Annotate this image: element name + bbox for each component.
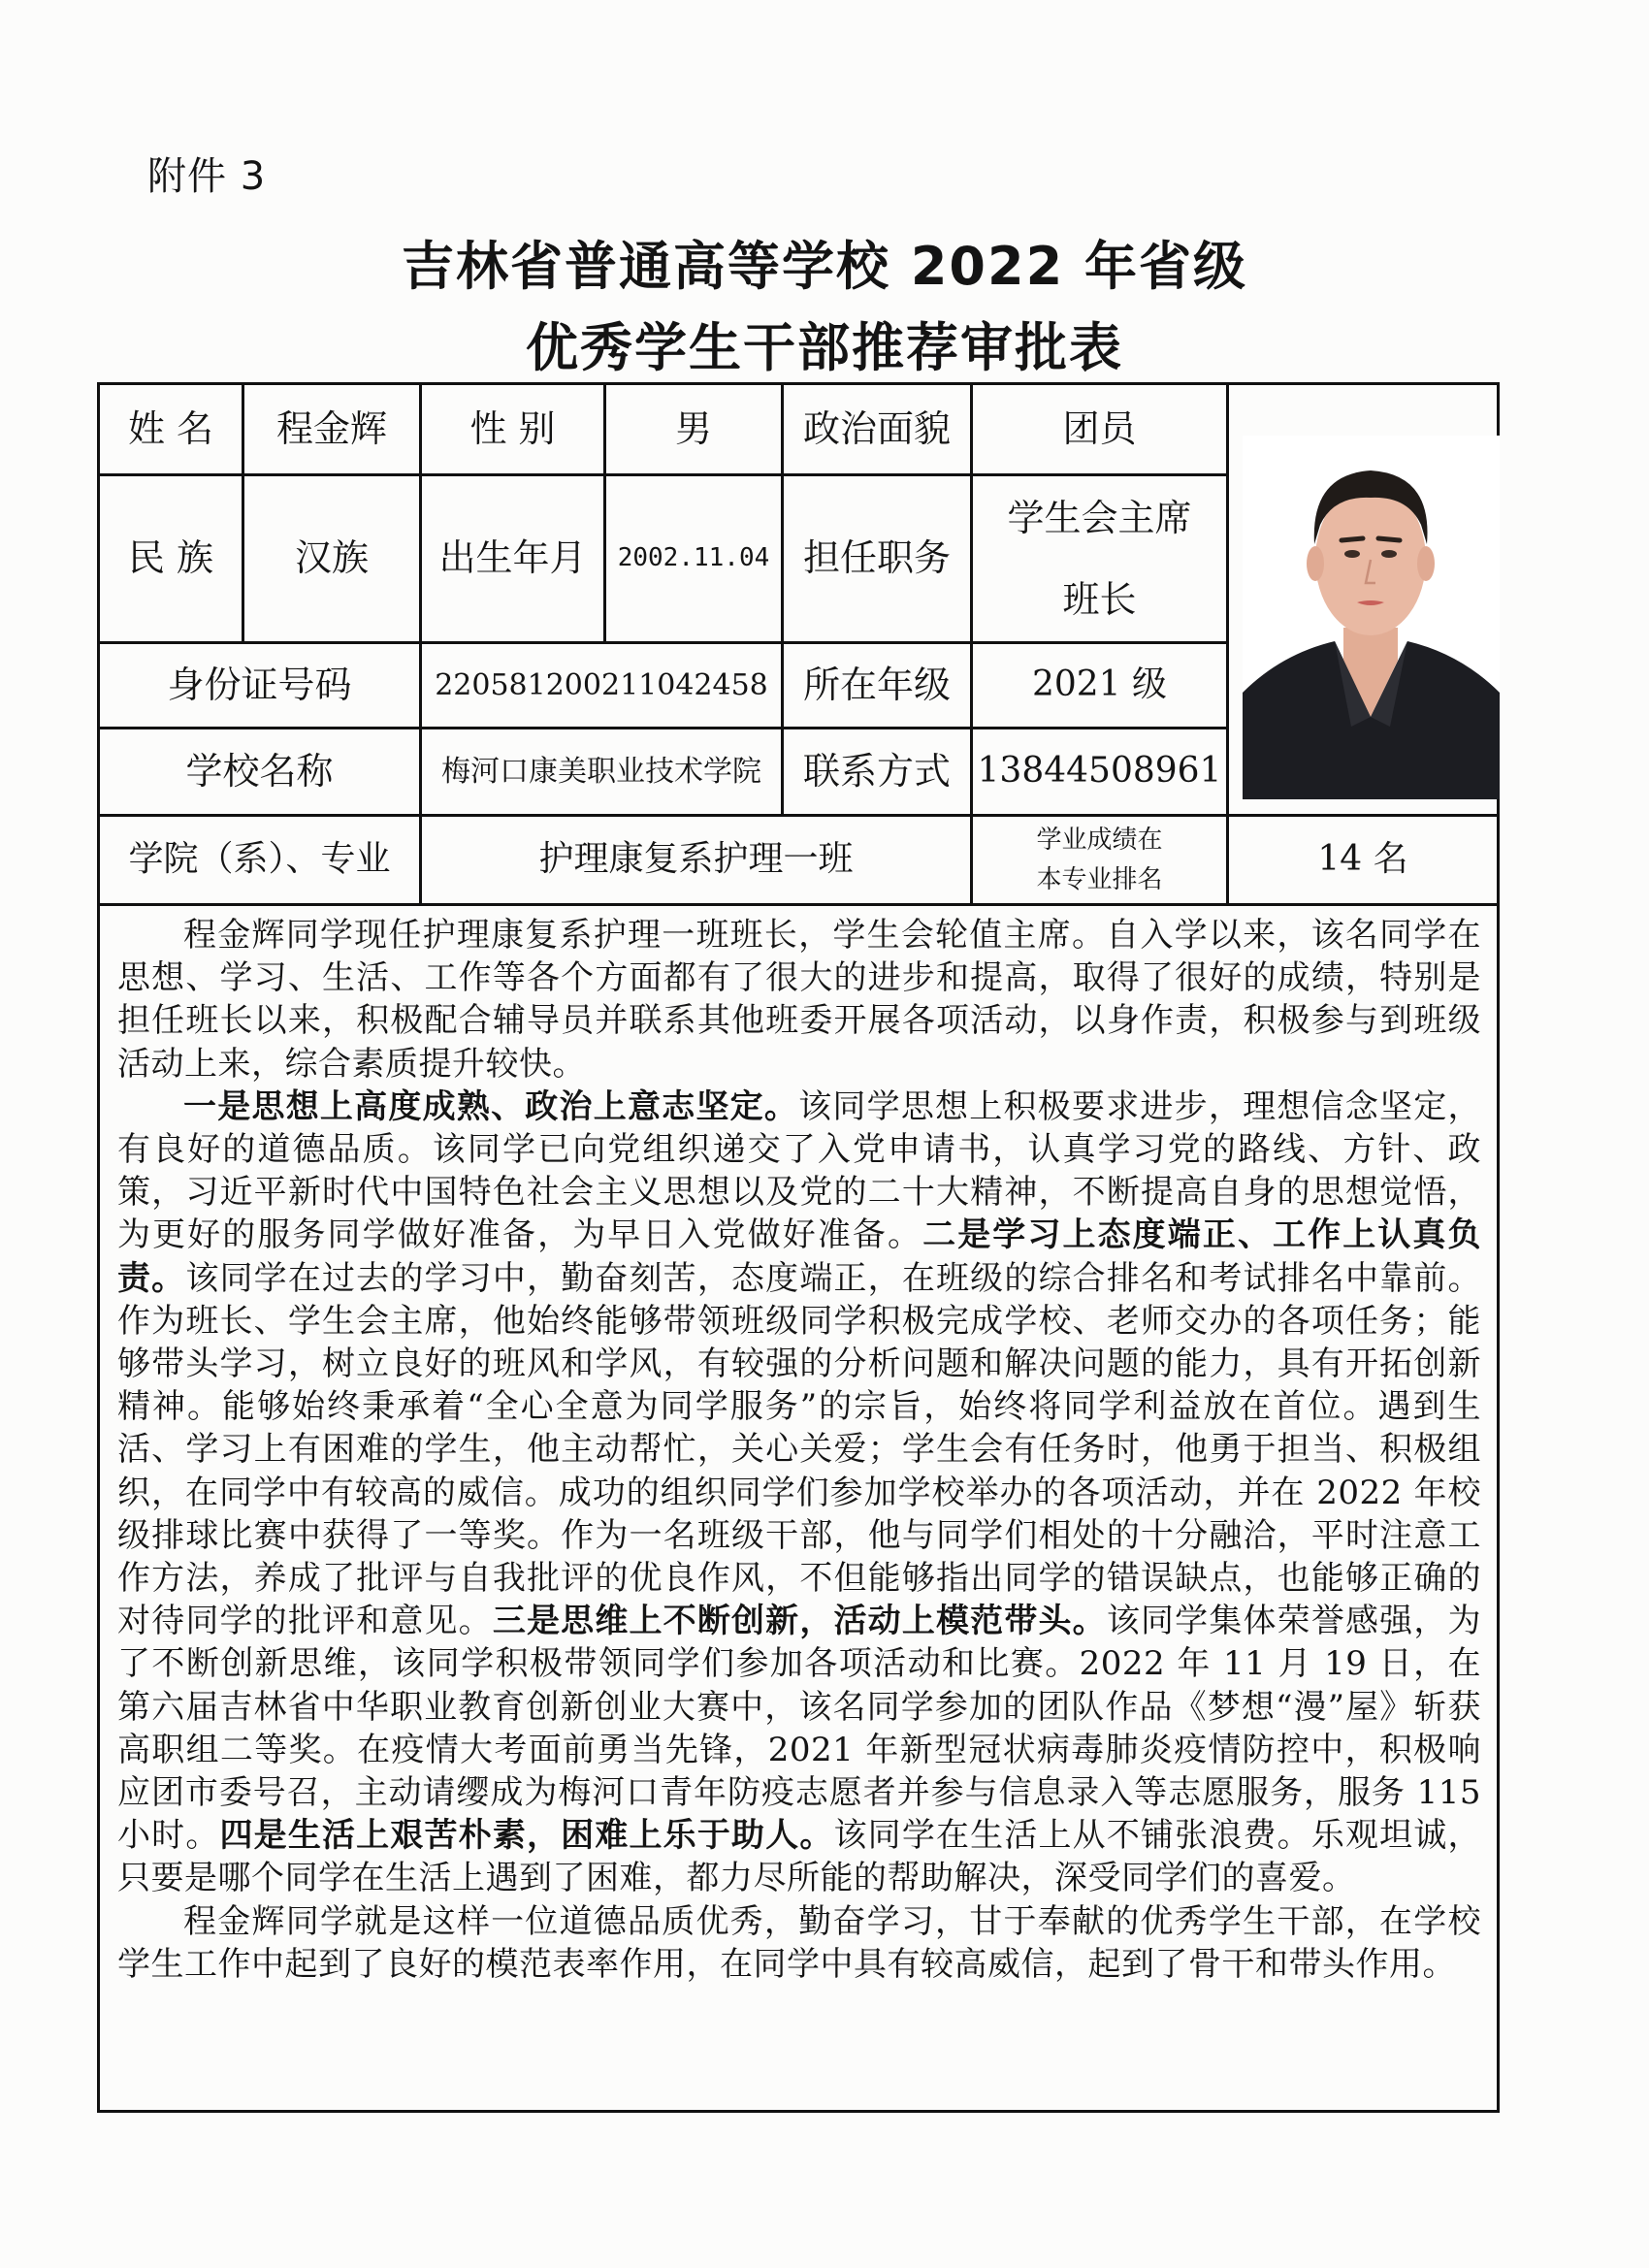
- row-divider: [100, 903, 1497, 906]
- school-label: 学校名称: [185, 749, 334, 793]
- school-value: 梅河口康美职业技术学院: [441, 755, 761, 789]
- rank-value: 14 名: [1317, 839, 1408, 880]
- form-title-line2: 优秀学生干部推荐审批表: [526, 317, 1123, 378]
- birth-value: 2002.11.04: [617, 543, 770, 573]
- attachment-label: 附件 3: [147, 154, 267, 199]
- student-photo: [1243, 436, 1500, 799]
- position-label: 担任职务: [802, 536, 951, 580]
- id-label: 身份证号码: [167, 663, 352, 706]
- recommendation-narrative: [117, 914, 1481, 1986]
- gender-value: 男: [674, 406, 712, 450]
- birth-label: 出生年月: [438, 536, 587, 580]
- position-value-line1: 学生会主席: [1007, 497, 1192, 540]
- narrative-text-thought: 该同学思想上积极要求进步，理想信念坚定，有良好的道德品质。该同学已向党组织递交了入党申请书，认真学习党的路线、方针、政策，习近平新时代中国特色社会主义思想以及党的二十大精神，不断提高自身的思想觉悟，为更好的服务同学做好准备，为早日入党做好准备。: [117, 1086, 1482, 1255]
- recommendation-form: [97, 382, 1500, 2113]
- name-label: 姓 名: [127, 406, 214, 450]
- rank-label: [973, 817, 1226, 903]
- dept-value: 护理康复系护理一班: [538, 839, 854, 880]
- narrative-paragraph-2: [117, 1085, 1481, 1900]
- gender-label: 性 别: [469, 406, 556, 450]
- ethnicity-label: 民 族: [127, 536, 214, 580]
- political-label: 政治面貌: [802, 406, 951, 450]
- contact-value: 13844508961: [977, 751, 1222, 792]
- highlight-innovation: 三是思维上不断创新，活动上模范带头。: [492, 1602, 1107, 1641]
- highlight-thought: 一是思想上高度成熟、政治上意志坚定。: [183, 1086, 799, 1126]
- student-portrait-image: [1243, 436, 1500, 799]
- name-value: 程金辉: [275, 406, 387, 450]
- form-title-line1: 吉林省普通高等学校 2022 年省级: [402, 236, 1247, 297]
- narrative-text-innovation: 该同学集体荣誉感强，为了不断创新思维，该同学积极带领同学们参加各项活动和比赛。2022 年 11 月 19 日，在第六届吉林省中华职业教育创新创业大赛中，该名同学参加的团队作品《梦想“漫”屋》斩获高职组二等奖。在疫情大考面前勇当先锋，2021 年新型冠状病毒肺炎疫情防控中，积极响应团市委号召，主动请缨成为梅河口青年防疫志愿者并参与信息录入等志愿服务，服务 115 小时。: [117, 1602, 1482, 1856]
- rank-label-line1: 学业成绩在: [1036, 826, 1163, 856]
- highlight-study: 二是学习上态度端正、工作上认真负责。: [117, 1215, 1482, 1298]
- ethnicity-value: 汉族: [294, 536, 369, 580]
- rank-label-line2: 本专业排名: [1036, 864, 1163, 894]
- dept-label: 学院（系）、专业: [128, 839, 391, 880]
- id-value: 220581200211042458: [435, 668, 768, 702]
- narrative-paragraph-3: 程金辉同学就是这样一位道德品质优秀，勤奋学习，甘于奉献的优秀学生干部，在学校学生工作中起到了良好的模范表率作用，在同学中具有较高威信，起到了骨干和带头作用。: [117, 1901, 1481, 1984]
- contact-label: 联系方式: [802, 749, 951, 793]
- narrative-text-study: 该同学在过去的学习中，勤奋刻苦，态度端正，在班级的综合排名和考试排名中靠前。作为班长、学生会主席，他始终能够带领班级同学积极完成学校、老师交办的各项任务；能够带头学习，树立良好的班风和学风，有较强的分析问题和解决问题的能力，具有开拓创新精神。能够始终秉承着“全心全意为同学服务”的宗旨，始终将同学利益放在首位。遇到生活、学习上有困难的学生，他主动帮忙，关心关爱；学生会有任务时，他勇于担当、积极组织，在同学中有较高的威信。成功的组织同学们参加学校举办的各项活动，并在 2022 年校级排球比赛中获得了一等奖。作为一名班级干部，他与同学们相处的十分融洽，平时注意工作方法，养成了批评与自我批评的优良作风，不但能够指出同学的错误缺点，也能够正确的对待同学的批评和意见。: [117, 1258, 1482, 1641]
- highlight-life: 四是生活上艰苦朴素，困难上乐于助人。: [219, 1816, 834, 1856]
- grade-value: 2021 级: [1031, 664, 1168, 705]
- position-value-line2: 班长: [1062, 578, 1137, 622]
- political-value: 团员: [1062, 406, 1137, 450]
- grade-label: 所在年级: [802, 663, 951, 706]
- narrative-text-life: 该同学在生活上从不铺张浪费。乐观坦诚，只要是哪个同学在生活上遇到了困难，都力尽所能的帮助解决，深受同学们的喜爱。: [117, 1816, 1481, 1898]
- narrative-paragraph-1: 程金辉同学现任护理康复系护理一班班长，学生会轮值主席。自入学以来，该名同学在思想、学习、生活、工作等各个方面都有了很大的进步和提高，取得了很好的成绩，特别是担任班长以来，积极配合辅导员并联系其他班委开展各项活动，以身作责，积极参与到班级活动上来，综合素质提升较快。: [117, 916, 1481, 1084]
